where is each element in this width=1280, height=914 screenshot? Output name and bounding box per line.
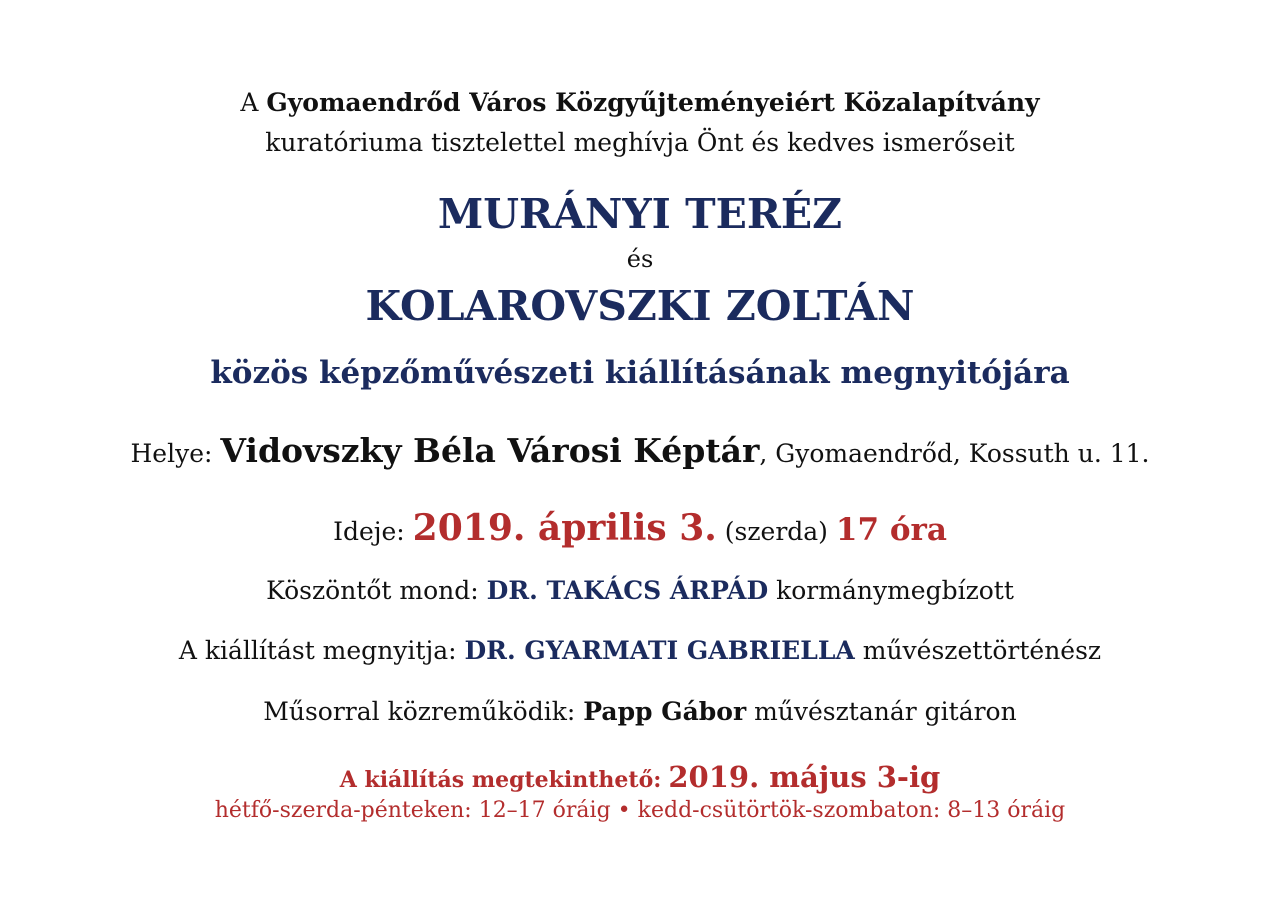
intro-line-1 <box>0 88 1280 117</box>
music-label: Műsorral közreműködik: <box>263 697 576 726</box>
place-line <box>0 431 1280 470</box>
greeting-name: DR. TAKÁCS ÁRPÁD <box>486 576 769 605</box>
event-weekday: (szerda) <box>724 517 828 546</box>
viewing-line <box>0 760 1280 794</box>
greeting-label: Köszöntőt mond: <box>266 576 479 605</box>
artist-name-1: MURÁNYI TERÉZ <box>437 190 843 238</box>
opening-role: művészettörténész <box>862 636 1102 665</box>
music-role: művésztanár gitáron <box>754 697 1017 726</box>
event-hour: 17 óra <box>835 512 947 548</box>
music-line <box>0 697 1280 726</box>
opening-name: DR. GYARMATI GABRIELLA <box>464 636 855 665</box>
event-date: 2019. április 3. <box>412 507 717 549</box>
opening-hours: hétfő-szerda-pénteken: 12–17 óráig • kedd-csütörtök-szombaton: 8–13 óráig <box>214 798 1066 823</box>
foundation-name: Gyomaendrőd Város Közgyűjteményeiért Közalapítvány <box>266 88 1040 117</box>
place-label: Helye: <box>130 439 213 468</box>
viewing-until: 2019. május 3-ig <box>668 760 941 794</box>
greeting-role: kormánymegbízott <box>776 576 1014 605</box>
opening-label: A kiállítást megnyitja: <box>178 636 457 665</box>
event-title: közös képzőművészeti kiállításának megnyitójára <box>210 355 1070 391</box>
time-line <box>0 507 1280 549</box>
music-name: Papp Gábor <box>583 697 747 726</box>
venue-name: Vidovszky Béla Városi Képtár <box>220 431 760 470</box>
artist-name-2: KOLAROVSZKI ZOLTÁN <box>365 282 915 330</box>
greeting-line <box>0 576 1280 605</box>
time-label: Ideje: <box>333 517 405 546</box>
venue-address: , Gyomaendrőd, Kossuth u. 11. <box>759 439 1150 468</box>
artists-conjunction: és <box>626 245 654 273</box>
opening-line <box>0 636 1280 665</box>
viewing-label: A kiállítás megtekinthető: <box>339 767 662 793</box>
intro-article: A <box>240 88 259 117</box>
intro-line-2: kuratóriuma tisztelettel meghívja Önt és kedves ismerőseit <box>265 128 1015 157</box>
